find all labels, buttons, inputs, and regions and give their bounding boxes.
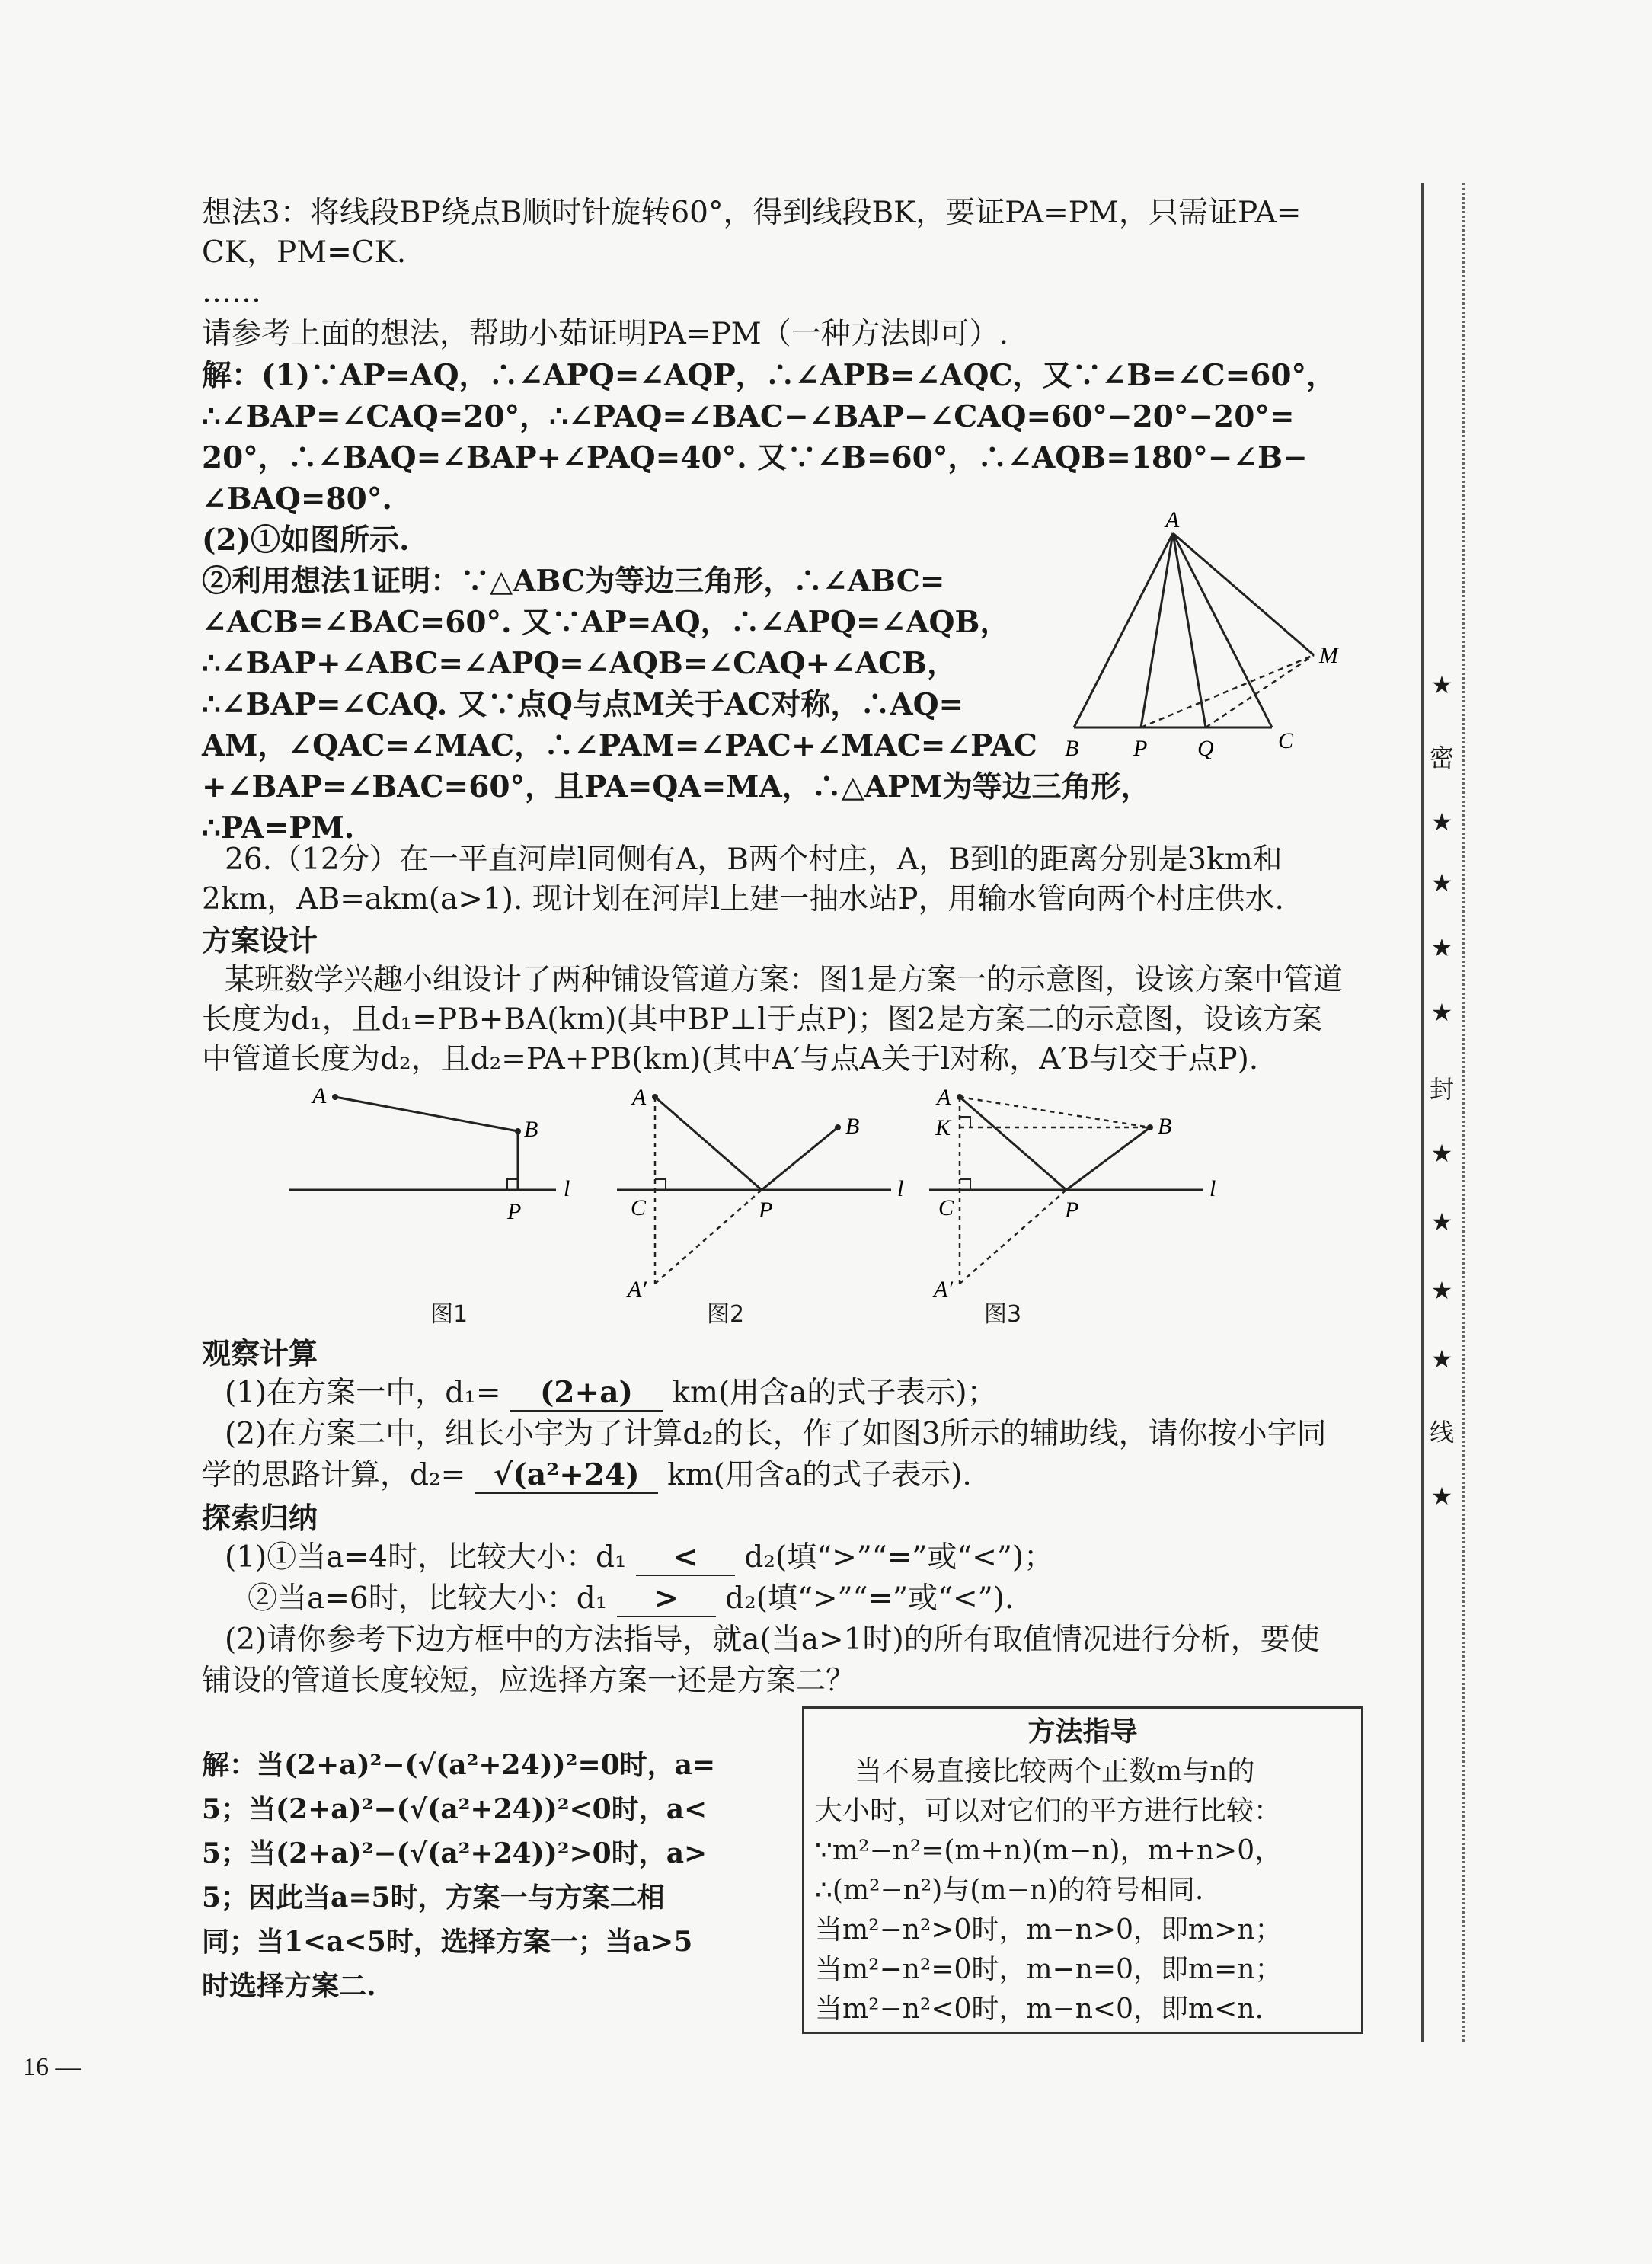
text-line: 长度为d₁，且d₁=PB+BA(km)(其中BP⊥l于点P)；图2是方案二的示意图，设该方案 <box>202 1002 1322 1037</box>
solution-line: ∴∠BAP=∠CAQ=20°，∴∠PAQ=∠BAC−∠BAP−∠CAQ=60°−20°−20°= <box>202 399 1295 434</box>
solution-line: 时选择方案二. <box>202 1970 376 2002</box>
fig2-label-P: P <box>759 1198 773 1223</box>
solution-line: ∴∠BAP=∠CAQ. 又∵点Q与点M关于AC对称，∴AQ= <box>202 687 964 722</box>
answer-line <box>248 1580 1014 1618</box>
binding-line-right <box>1462 183 1465 2042</box>
text-line: CK，PM=CK. <box>202 235 407 270</box>
solution-line: ∠BAQ=80°. <box>202 481 392 516</box>
fig1-label-A: A <box>312 1083 327 1108</box>
fig2-caption: 图2 <box>707 1301 745 1328</box>
answer-line <box>225 1539 1053 1577</box>
page-number: 16 — <box>23 2053 81 2081</box>
fig3-label-C: C <box>938 1195 954 1220</box>
fig3-label-P: P <box>1065 1198 1079 1223</box>
method-line: 大小时，可以对它们的平方进行比较： <box>815 1796 1282 1827</box>
fig3-label-A: A <box>937 1085 951 1110</box>
seal-character: 线 <box>1429 1418 1454 1447</box>
method-line: 当m²−n²=0时，m−n=0，即m=n； <box>815 1954 1283 1985</box>
star-mark: ★ <box>1430 807 1453 836</box>
question-line: 2km，AB=akm(a>1). 现计划在河岸l上建一抽水站P，用输水管向两个村庄供水. <box>202 882 1284 916</box>
fig1-label-l: l <box>564 1176 570 1201</box>
solution-line: 5；因此当a=5时，方案一与方案二相 <box>202 1882 665 1914</box>
text-line: (2)在方案二中，组长小宇为了计算d₂的长，作了如图3所示的辅助线，请你按小宇同 <box>225 1417 1327 1451</box>
figure-1 <box>282 1082 602 1234</box>
binding-line-left <box>1421 183 1424 2042</box>
fig2-label-A: A <box>632 1085 647 1110</box>
solution-line: 解：(1)∵AP=AQ，∴∠APQ=∠AQP，∴∠APB=∠AQC，又∵∠B=∠C=60°， <box>202 358 1337 393</box>
method-line: 当不易直接比较两个正数m与n的 <box>855 1756 1255 1787</box>
question-text: km(用含a的式子表示). <box>667 1458 972 1492</box>
section-heading: 观察计算 <box>202 1337 318 1370</box>
solution-line: ②利用想法1证明：∵△ABC为等边三角形，∴∠ABC= <box>202 564 945 599</box>
solution-line: 解：当(2+a)²−(√(a²+24))²=0时，a= <box>202 1749 716 1781</box>
fig2-label-A-prime: A′ <box>628 1277 647 1302</box>
question-text: (1)在方案一中，d₁= <box>225 1376 501 1410</box>
fig2-label-B: B <box>845 1114 860 1139</box>
solution-line: 20°，∴∠BAQ=∠BAP+∠PAQ=40°. 又∵∠B=60°，∴∠AQB=180°−∠B− <box>202 440 1308 475</box>
solution-line: ∴PA=PM. <box>202 811 355 846</box>
solution-line: 同；当1<a<5时，选择方案一；当a>5 <box>202 1926 693 1958</box>
triangle-figure <box>1051 507 1356 762</box>
question-text: d₂(填“>”“=”或“<”). <box>725 1581 1015 1616</box>
question-text: ②当a=6时，比较大小：d₁ <box>248 1581 608 1616</box>
question-line: 26.（12分）在一平直河岸l同侧有A，B两个村庄，A，B到l的距离分别是3km和 <box>225 843 1283 877</box>
solution-line: (2)①如图所示. <box>202 523 410 558</box>
text-line: 中管道长度为d₂，且d₂=PA+PB(km)(其中A′与点A关于l对称，A′B与l交于点P). <box>202 1042 1259 1076</box>
star-mark: ★ <box>1430 1345 1453 1373</box>
label-Q: Q <box>1197 736 1214 761</box>
text-line: 想法3：将线段BP绕点B顺时针旋转60°，得到线段BK，要证PA=PM，只需证PA= <box>202 196 1302 230</box>
method-guide-box <box>802 1706 1363 2034</box>
binding-margin <box>1426 183 1458 2042</box>
label-M: M <box>1319 643 1338 668</box>
answer-line <box>225 1374 997 1412</box>
fig3-caption: 图3 <box>984 1301 1022 1328</box>
method-box-title: 方法指导 <box>1027 1716 1138 1748</box>
question-text: 学的思路计算，d₂= <box>202 1458 466 1492</box>
question-text: (1)①当a=4时，比较大小：d₁ <box>225 1540 627 1575</box>
fig3-label-K: K <box>935 1115 951 1140</box>
fig3-label-B: B <box>1158 1114 1172 1139</box>
method-line: 当m²−n²>0时，m−n>0，即m>n； <box>815 1914 1283 1946</box>
solution-line: 5；当(2+a)²−(√(a²+24))²<0时，a< <box>202 1793 708 1825</box>
label-B: B <box>1065 736 1079 761</box>
fig1-caption: 图1 <box>430 1301 468 1328</box>
fig1-label-B: B <box>524 1117 538 1142</box>
label-A: A <box>1165 507 1180 532</box>
question-text: d₂(填“>”“=”或“<”)； <box>744 1540 1054 1575</box>
star-mark: ★ <box>1430 1139 1453 1168</box>
label-P: P <box>1133 736 1148 761</box>
answer-blank: (2+a) <box>510 1375 663 1412</box>
question-text: km(用含a的式子表示)； <box>672 1376 997 1410</box>
star-mark: ★ <box>1430 998 1453 1027</box>
fig2-label-C: C <box>631 1195 647 1220</box>
text-line: 请参考上面的想法，帮助小茹证明PA=PM（一种方法即可）. <box>202 317 1009 351</box>
text-line: 铺设的管道长度较短，应选择方案一还是方案二？ <box>202 1664 856 1698</box>
figure-2 <box>609 1082 914 1303</box>
section-heading: 探索归纳 <box>202 1501 318 1535</box>
answer-blank: √(a²+24) <box>475 1457 658 1494</box>
star-mark: ★ <box>1430 670 1453 699</box>
seal-character: 密 <box>1429 743 1454 772</box>
fig3-label-A-prime: A′ <box>934 1277 953 1302</box>
answer-blank: > <box>617 1581 716 1617</box>
solution-line: +∠BAP=∠BAC=60°，且PA=QA=MA，∴△APM为等边三角形， <box>202 769 1151 804</box>
answer-blank: < <box>636 1540 735 1576</box>
star-mark: ★ <box>1430 933 1453 962</box>
star-mark: ★ <box>1430 1276 1453 1305</box>
fig1-label-P: P <box>507 1199 522 1224</box>
fig3-label-l: l <box>1209 1176 1216 1201</box>
section-heading: 方案设计 <box>202 924 318 958</box>
figure-3 <box>934 1082 1241 1303</box>
star-mark: ★ <box>1430 1482 1453 1511</box>
answer-line <box>202 1457 972 1495</box>
seal-character: 封 <box>1429 1075 1454 1104</box>
star-mark: ★ <box>1430 868 1453 897</box>
solution-line: ∠ACB=∠BAC=60°. 又∵AP=AQ，∴∠APQ=∠AQB， <box>202 605 1010 640</box>
label-C: C <box>1278 728 1294 753</box>
solution-line: AM，∠QAC=∠MAC，∴∠PAM=∠PAC+∠MAC=∠PAC <box>202 728 1037 763</box>
method-line: ∵m²−n²=(m+n)(m−n)，m+n>0， <box>815 1835 1283 1866</box>
method-line: ∴(m²−n²)与(m−n)的符号相同. <box>815 1875 1204 1906</box>
method-line: 当m²−n²<0时，m−n<0，即m<n. <box>815 1994 1264 2025</box>
star-mark: ★ <box>1430 1207 1453 1236</box>
fig2-label-l: l <box>897 1176 904 1201</box>
solution-line: 5；当(2+a)²−(√(a²+24))²>0时，a> <box>202 1837 708 1869</box>
text-line: …… <box>202 275 261 309</box>
solution-line: ∴∠BAP+∠ABC=∠APQ=∠AQB=∠CAQ+∠ACB， <box>202 646 957 681</box>
text-line: 某班数学兴趣小组设计了两种铺设管道方案：图1是方案一的示意图，设该方案中管道 <box>225 963 1343 997</box>
text-line: (2)请你参考下边方框中的方法指导，就a(当a>1时)的所有取值情况进行分析，要使 <box>225 1623 1320 1657</box>
